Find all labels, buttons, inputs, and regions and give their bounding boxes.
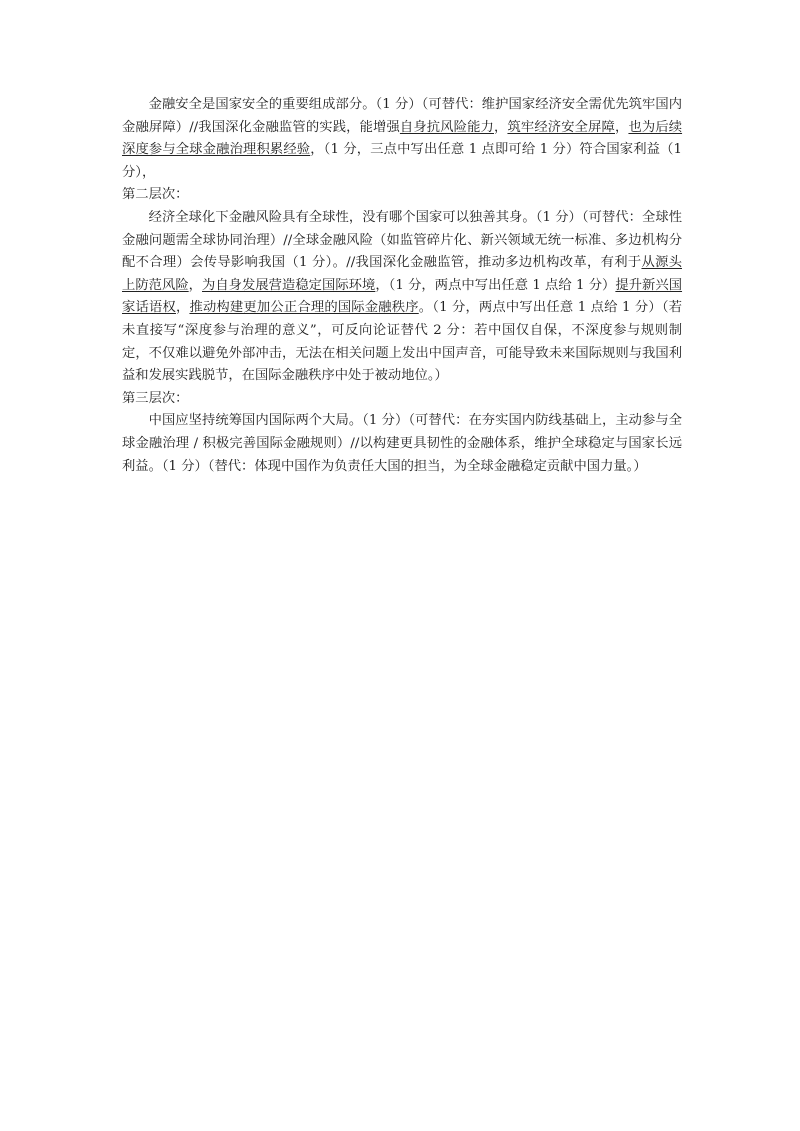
p3-text-1: 中国应坚持统筹国内国际两个大局。（1 分）（可替代：在夯实国内防线基础上，主动参与全球金融治理 / 积极完善国际金融规则）//以构建更具韧性的金融体系，维护全球稳定与国家长远利益。（1 分）（替代：体现中国作为负责任大国的担当，为全球金融稳定贡献中国力量。）: [122, 413, 682, 474]
heading-level-2: 第二层次：: [122, 187, 189, 203]
p1-underline-2: 筑牢经济安全屏障: [507, 119, 615, 135]
paragraph-2: [122, 207, 682, 388]
p2-underline-4: 推动构建更加公正合理的国际金融秩序: [189, 300, 419, 316]
p2-underline-2: 为自身发展营造稳定国际环境: [202, 277, 376, 293]
p1-underline-3: 也为后续深度参与全球金融治理积累经验: [122, 119, 683, 158]
p1-text-4: ，（1 分，三点中写出任意 1 点即可给 1 分）符合国家利益（1 分），: [122, 142, 683, 180]
p1-text-2: ，: [494, 119, 508, 135]
paragraph-1: [122, 94, 682, 184]
p2-underline-1: 从源头上防范风险: [122, 255, 682, 293]
p2-text-5: 。（1 分，两点中写出任意 1 点给 1 分）（若未直接写“深度参与治理的意义”，可反向论证替代 2 分：若中国仅自保，不深度参与规则制定，不仅难以避免外部冲击，无法在相关问题上发出中国声音，可能导致未来国际规则与我国利益和发展实践脱节，在国际金融秩序中处于被动地位。）: [122, 300, 683, 384]
p2-underline-3: 提升新兴国家话语权: [122, 277, 683, 316]
document-body: [122, 94, 682, 478]
p2-text-1: 经济全球化下金融风险具有全球性，没有哪个国家可以独善其身。（1 分）（可替代：全球性金融问题需全球协同治理）//全球金融风险（如监管碎片化、新兴领域无统一标准、多边机构分配不合理）会传导影响我国（1 分）。//我国深化金融监管，推动多边机构改革，有利于: [122, 209, 682, 271]
p2-text-4: ，: [175, 300, 190, 316]
p2-text-2: ，: [188, 277, 203, 293]
p1-text-1: 金融安全是国家安全的重要组成部分。（1 分）（可替代：维护国家经济安全需优先筑牢国内金融屏障）//我国深化金融监管的实践，能增强: [122, 97, 682, 135]
heading-level-3: 第三层次：: [122, 390, 189, 406]
p1-text-3: ，: [614, 119, 629, 135]
p1-underline-1: 自身抗风险能力: [399, 119, 494, 135]
p2-text-3: ，（1 分，两点中写出任意 1 点给 1 分）: [375, 277, 616, 293]
paragraph-3: [122, 410, 682, 478]
